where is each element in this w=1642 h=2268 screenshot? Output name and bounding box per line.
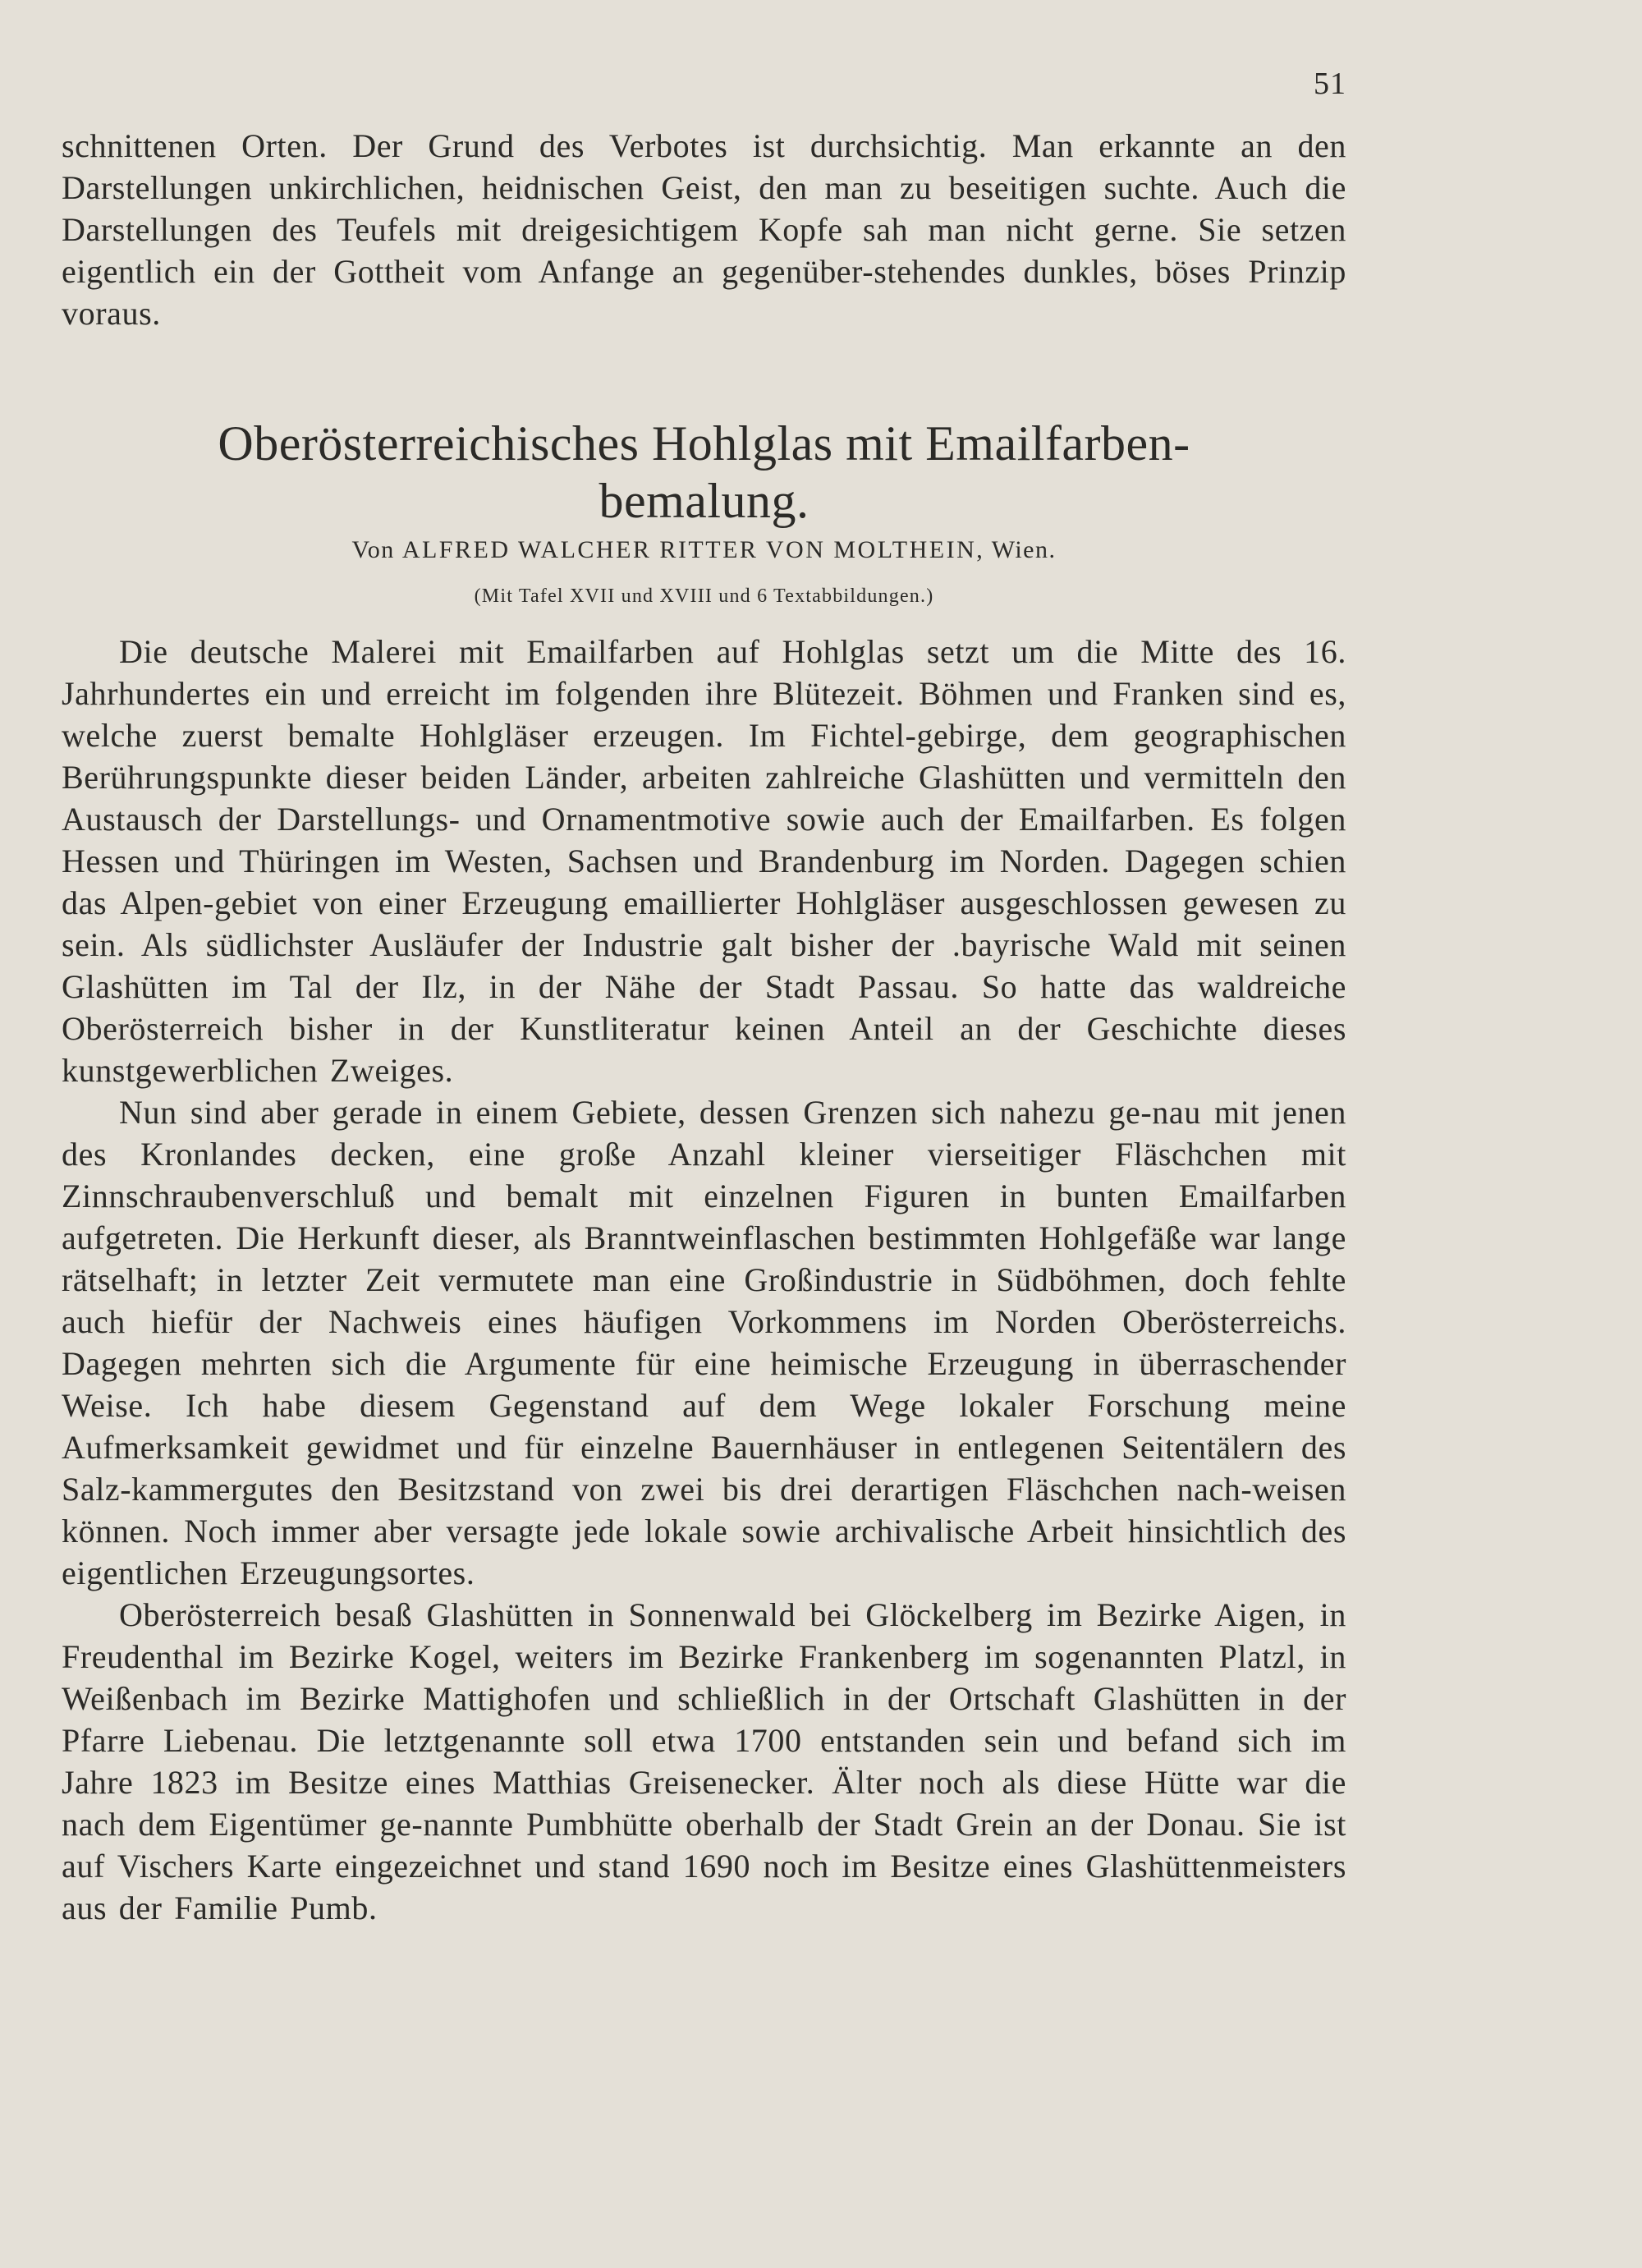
article-title-line-1: Oberösterreichisches Hohlglas mit Emailfarben- (218, 416, 1190, 471)
plates-note: (Mit Tafel XVII und XVIII und 6 Textabbildungen.) (474, 585, 934, 607)
article-title-line-2: bemalung. (599, 474, 810, 528)
byline-prefix: Von (351, 536, 395, 563)
article-body (62, 631, 1346, 1929)
intro-paragraph: schnittenen Orten. Der Grund des Verbotes ist durchsichtig. Man erkannte an den Darstellungen unkirchlichen, heidnischen Geist, den man zu beseitigen suchte. Auch die Darstellungen des Teufels mit dreigesichtigem Kopfe sah man nicht gerne. Sie setzen eigentlich ein der Gottheit vom Anfange an gegenüber-stehendes dunkles, böses Prinzip voraus. (62, 127, 1346, 332)
body-paragraph-2: Nun sind aber gerade in einem Gebiete, dessen Grenzen sich nahezu ge-nau mit jenen des Kronlandes decken, eine große Anzahl kleiner vierseitiger Fläschchen mit Zinnschraubenverschluß und bemalt mit einzelnen Figuren in bunten Emailfarben aufgetreten. Die Herkunft dieser, als Branntweinflaschen bestimmten Hohlgefäße war lange rätselhaft; in letzter Zeit vermutete man eine Großindustrie in Südböhmen, doch fehlte auch hiefür der Nachweis eines häufigen Vorkommens im Norden Oberösterreichs. Dagegen mehrten sich die Argumente für eine heimische Erzeugung in überraschender Weise. Ich habe diesem Gegenstand auf dem Wege lokaler Forschung meine Aufmerksamkeit gewidmet und für einzelne Bauernhäuser in entlegenen Seitentälern des Salz-kammergutes den Besitzstand von zwei bis drei derartigen Fläschchen nach-weisen können. Noch immer aber versagte jede lokale sowie archivalische Arbeit hinsichtlich des eigentlichen Erzeugungsortes. (62, 1094, 1346, 1591)
author-name: ALFRED WALCHER RITTER VON MOLTHEIN, (401, 536, 985, 563)
byline (62, 536, 1346, 564)
body-paragraph-3: Oberösterreich besaß Glashütten in Sonnenwald bei Glöckelberg im Bezirke Aigen, in Freudenthal im Bezirke Kogel, weiters im Bezirke Frankenberg im sogenannten Platzl, in Weißenbach im Bezirke Mattighofen und schließlich in der Ortschaft Glashütten in der Pfarre Liebenau. Die letztgenannte soll etwa 1700 entstanden sein und befand sich im Jahre 1823 im Besitze eines Matthias Greisenecker. Älter noch als diese Hütte war die nach dem Eigentümer ge-nannte Pumbhütte oberhalb der Stadt Grein an der Donau. Sie ist auf Vischers Karte eingezeichnet und stand 1690 noch im Besitze eines Glashüttenmeisters aus der Familie Pumb. (62, 1596, 1346, 1926)
body-paragraph-1: Die deutsche Malerei mit Emailfarben auf Hohlglas setzt um die Mitte des 16. Jahrhundertes ein und erreicht im folgenden ihre Blütezeit. Böhmen und Franken sind es, welche zuerst bemalte Hohlgläser erzeugen. Im Fichtel-gebirge, dem geographischen Berührungspunkte dieser beiden Länder, arbeiten zahlreiche Glashütten und vermitteln den Austausch der Darstellungs- und Ornamentmotive sowie auch der Emailfarben. Es folgen Hessen und Thüringen im Westen, Sachsen und Brandenburg im Norden. Dagegen schien das Alpen-gebiet von einer Erzeugung emaillierter Hohlgläser ausgeschlossen gewesen zu sein. Als südlichster Ausläufer der Industrie galt bisher der .bayrische Wald mit seinen Glashütten im Tal der Ilz, in der Nähe der Stadt Passau. So hatte das waldreiche Oberösterreich bisher in der Kunstliteratur keinen Anteil an der Geschichte dieses kunstgewerblichen Zweiges. (62, 633, 1346, 1089)
intro-section (62, 125, 1346, 334)
article-title (62, 415, 1346, 530)
byline-place: Wien. (991, 536, 1057, 563)
page-number: 51 (1314, 67, 1346, 101)
